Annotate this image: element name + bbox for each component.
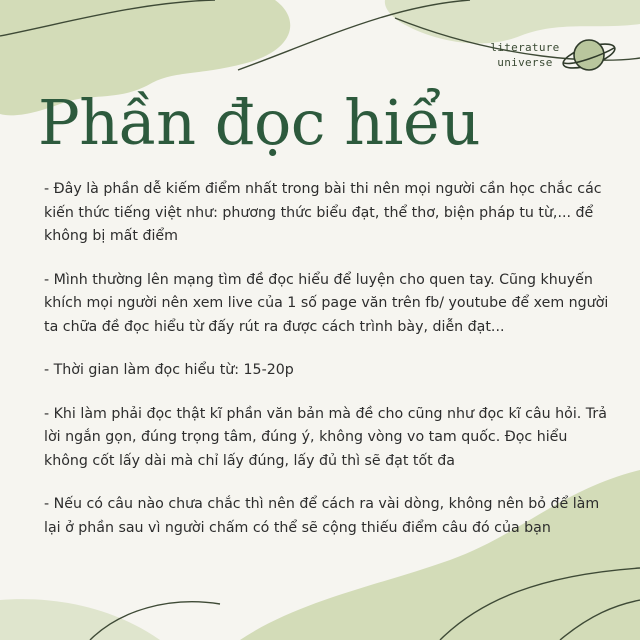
planet-icon [560, 30, 618, 80]
brand-line-2: universe [497, 56, 553, 69]
paragraph-5: - Nếu có câu nào chưa chắc thì nên để cách ra vài dòng, không nên bỏ để làm lại ở phần sau vì người chấm có thể sẽ cộng thiếu điểm câu đó của bạn [44, 496, 600, 536]
brand-name [486, 40, 564, 70]
page-title: Phần đọc hiểu [38, 86, 481, 159]
paragraph-1: - Đây là phần dễ kiếm điểm nhất trong bài thi nên mọi người cần học chắc các kiến thức tiếng việt như: phương thức biểu đạt, thể thơ, biện pháp tu từ,... để không bị mất điểm [44, 181, 602, 244]
paragraph-3: - Thời gian làm đọc hiểu từ: 15-20p [44, 362, 294, 378]
paragraph-4: - Khi làm phải đọc thật kĩ phần văn bản mà đề cho cũng như đọc kĩ câu hỏi. Trả lời ngắn gọn, đúng trọng tâm, đúng ý, không vòng vo tam quốc. Đọc hiểu không cốt lấy dài mà chỉ lấy đúng, lấy đủ thì sẽ đạt tốt đa [44, 405, 607, 469]
bottom-left-blob [0, 599, 160, 640]
paragraph-2: - Mình thường lên mạng tìm đề đọc hiểu để luyện cho quen tay. Cũng khuyến khích mọi người nên xem live của 1 số page văn trên fb/ youtube để xem người ta chữa đề đọc hiểu từ đấy rút ra được cách trình bày, diễn đạt... [44, 271, 609, 335]
content-body [44, 178, 614, 560]
brand-line-1: literature [490, 41, 560, 54]
